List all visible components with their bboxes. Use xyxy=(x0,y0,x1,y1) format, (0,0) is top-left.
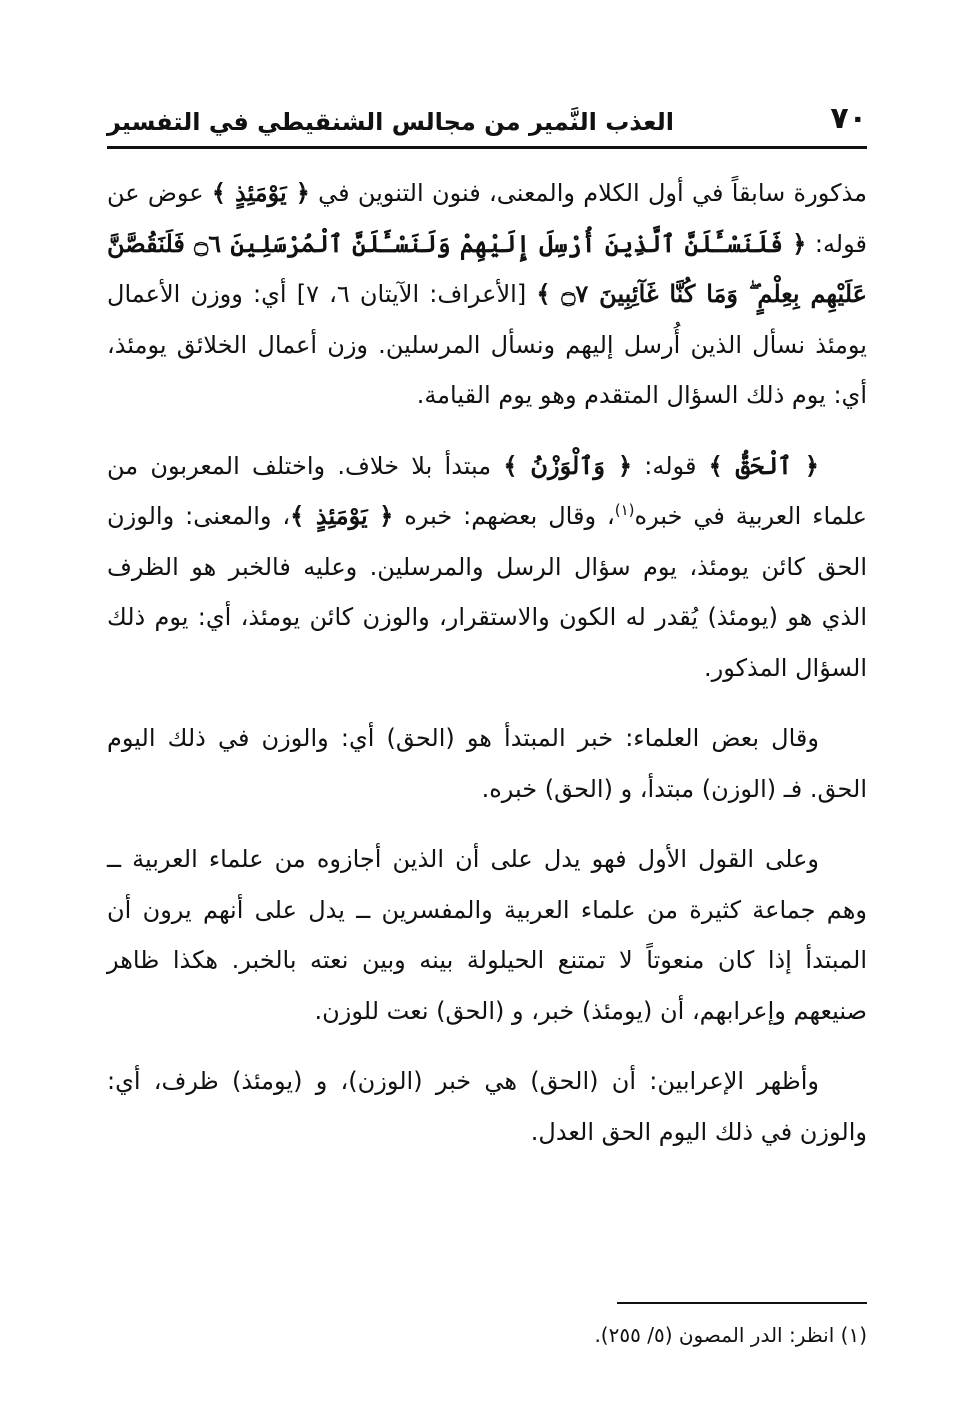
paragraph-5: وأظهر الإعرابين: أن (الحق) هي خبر (الوزن)، و (يومئذ) ظرف، أي: والوزن في ذلك اليوم الحق العدل. xyxy=(107,1067,867,1146)
text-run: عوض عن قوله: xyxy=(107,179,867,258)
quran-quote: ﴿ ٱلْحَقُّ ﴾ xyxy=(708,450,819,480)
main-text xyxy=(107,168,867,1177)
paragraph-3: وقال بعض العلماء: خبر المبتدأ هو (الحق) أي: والوزن في ذلك اليوم الحق. فـ (الوزن) مبتدأ، و (الحق) خبره. xyxy=(107,724,867,803)
header-rule xyxy=(107,146,867,149)
quran-quote: ﴿ يَوْمَئِذٍ ﴾ xyxy=(211,178,310,207)
paragraph-2 xyxy=(107,441,867,694)
footnote: (١) انظر: الدر المصون (٥/ ٢٥٥). xyxy=(594,1323,867,1347)
paragraph-4: وعلى القول الأول فهو يدل على أن الذين أجازوه من علماء العربية ــ وهم جماعة كثيرة من علماء العربية والمفسرين ــ يدل على أنهم يرون أن المبتدأ إذا كان منعوتاً لا تمتنع الحيلولة بينه وبين نعته بالخبر. هكذا ظاهر صنيعهم وإعرابهم، أن (يومئذ) خبر، و (الحق) نعت للوزن. xyxy=(107,845,867,1025)
paragraph-1 xyxy=(107,168,867,421)
text-run: ، والمعنى: والوزن الحق كائن يومئذ، يوم سؤال الرسل والمرسلين. وعليه فالخبر هو الظرف الذي هو (يومئذ) يُقدر له الكون والاستقرار، والوزن كائن يومئذ، أي: يوم ذلك السؤال المذكور. xyxy=(107,502,867,682)
page-number: ٧٠ xyxy=(830,101,867,136)
quran-quote: ﴿ يَوْمَئِذٍ ﴾ xyxy=(290,501,394,530)
text-run: مذكورة سابقاً في أول الكلام والمعنى، فنون التنوين في xyxy=(309,179,867,207)
text-run: قوله: xyxy=(632,451,709,480)
quran-quote: ﴿ وَٱلْوَزْنُ ﴾ xyxy=(503,450,633,480)
book-title: العذب النَّمير من مجالس الشنقيطي في التفسير xyxy=(107,108,674,136)
text-run: ، وقال بعضهم: خبره xyxy=(393,502,615,530)
quran-quote: ﴿ فَلَنَسْـَٔلَنَّ ٱلَّذِينَ أُرْسِلَ إِلَيْهِمْ وَلَنَسْـَٔلَنَّ ٱلْمُرْسَلِينَ ۝٦ فَلَنَقُصَّنَّ عَلَيْهِم بِعِلْمٍ ۖ وَمَا كُنَّا غَآئِبِينَ ۝٧ ﴾ xyxy=(107,228,867,308)
footnote-ref[interactable]: (١) xyxy=(614,501,635,519)
footnote-rule xyxy=(617,1302,867,1304)
text-run: [الأعراف: الآيتان ٦، ٧] أي: ووزن الأعمال يومئذ نسأل الذين أُرسل إليهم ونسأل المرسلين. وزن أعمال الخلائق يومئذ، أي: يوم ذلك السؤال المتقدم وهو يوم القيامة. xyxy=(107,280,867,409)
text-run: مبتدأ بلا خلاف. واختلف المعربون من علماء العربية في خبره xyxy=(107,451,868,530)
running-header xyxy=(107,96,867,144)
